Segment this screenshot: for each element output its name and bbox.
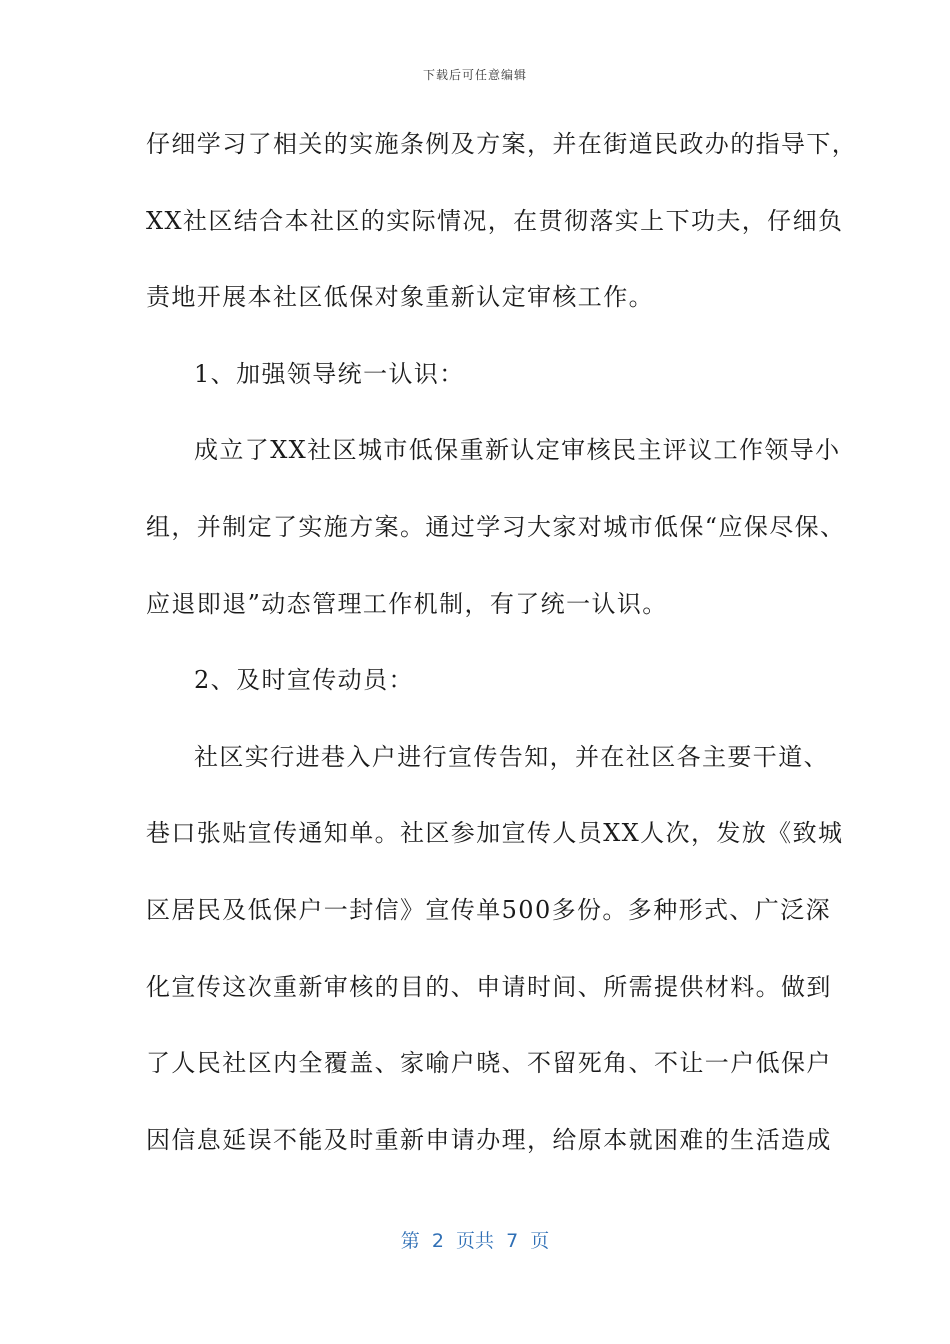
document-body: [146, 124, 858, 1196]
text-line: 应退即退”动态管理工作机制，有了统一认识。: [146, 589, 668, 618]
text-line: 成立了XX社区城市低保重新认定审核民主评议工作领导小: [194, 436, 841, 465]
text-line: 巷口张贴宣传通知单。社区参加宣传人员XX人次，发放《致城: [146, 819, 844, 848]
text-line: 社区实行进巷入户进行宣传告知，并在社区各主要干道、: [194, 742, 829, 771]
text-line: XX社区结合本社区的实际情况，在贯彻落实上下功夫，仔细负: [146, 206, 844, 235]
text-line: 因信息延误不能及时重新申请办理，给原本就困难的生活造成: [146, 1125, 832, 1154]
text-line: 化宣传这次重新审核的目的、申请时间、所需提供材料。做到: [146, 972, 832, 1001]
text-line: 责地开展本社区低保对象重新认定审核工作。: [146, 283, 654, 312]
section-heading-2: 2、及时宣传动员：: [194, 666, 414, 695]
text-line: 仔细学习了相关的实施条例及方案，并在街道民政办的指导下，: [146, 130, 858, 158]
text-line: 区居民及低保户一封信》宣传单500多份。多种形式、广泛深: [146, 895, 832, 924]
text-line: 了人民社区内全覆盖、家喻户晓、不留死角、不让一户低保户: [146, 1049, 832, 1078]
download-note: 下载后可任意编辑: [422, 68, 527, 82]
text-line: 组，并制定了实施方案。通过学习大家对城市低保“应保尽保、: [146, 512, 846, 541]
section-heading-1: 1、加强领导统一认识：: [194, 359, 465, 388]
page-number: 第 2 页共 7 页: [400, 1230, 550, 1252]
